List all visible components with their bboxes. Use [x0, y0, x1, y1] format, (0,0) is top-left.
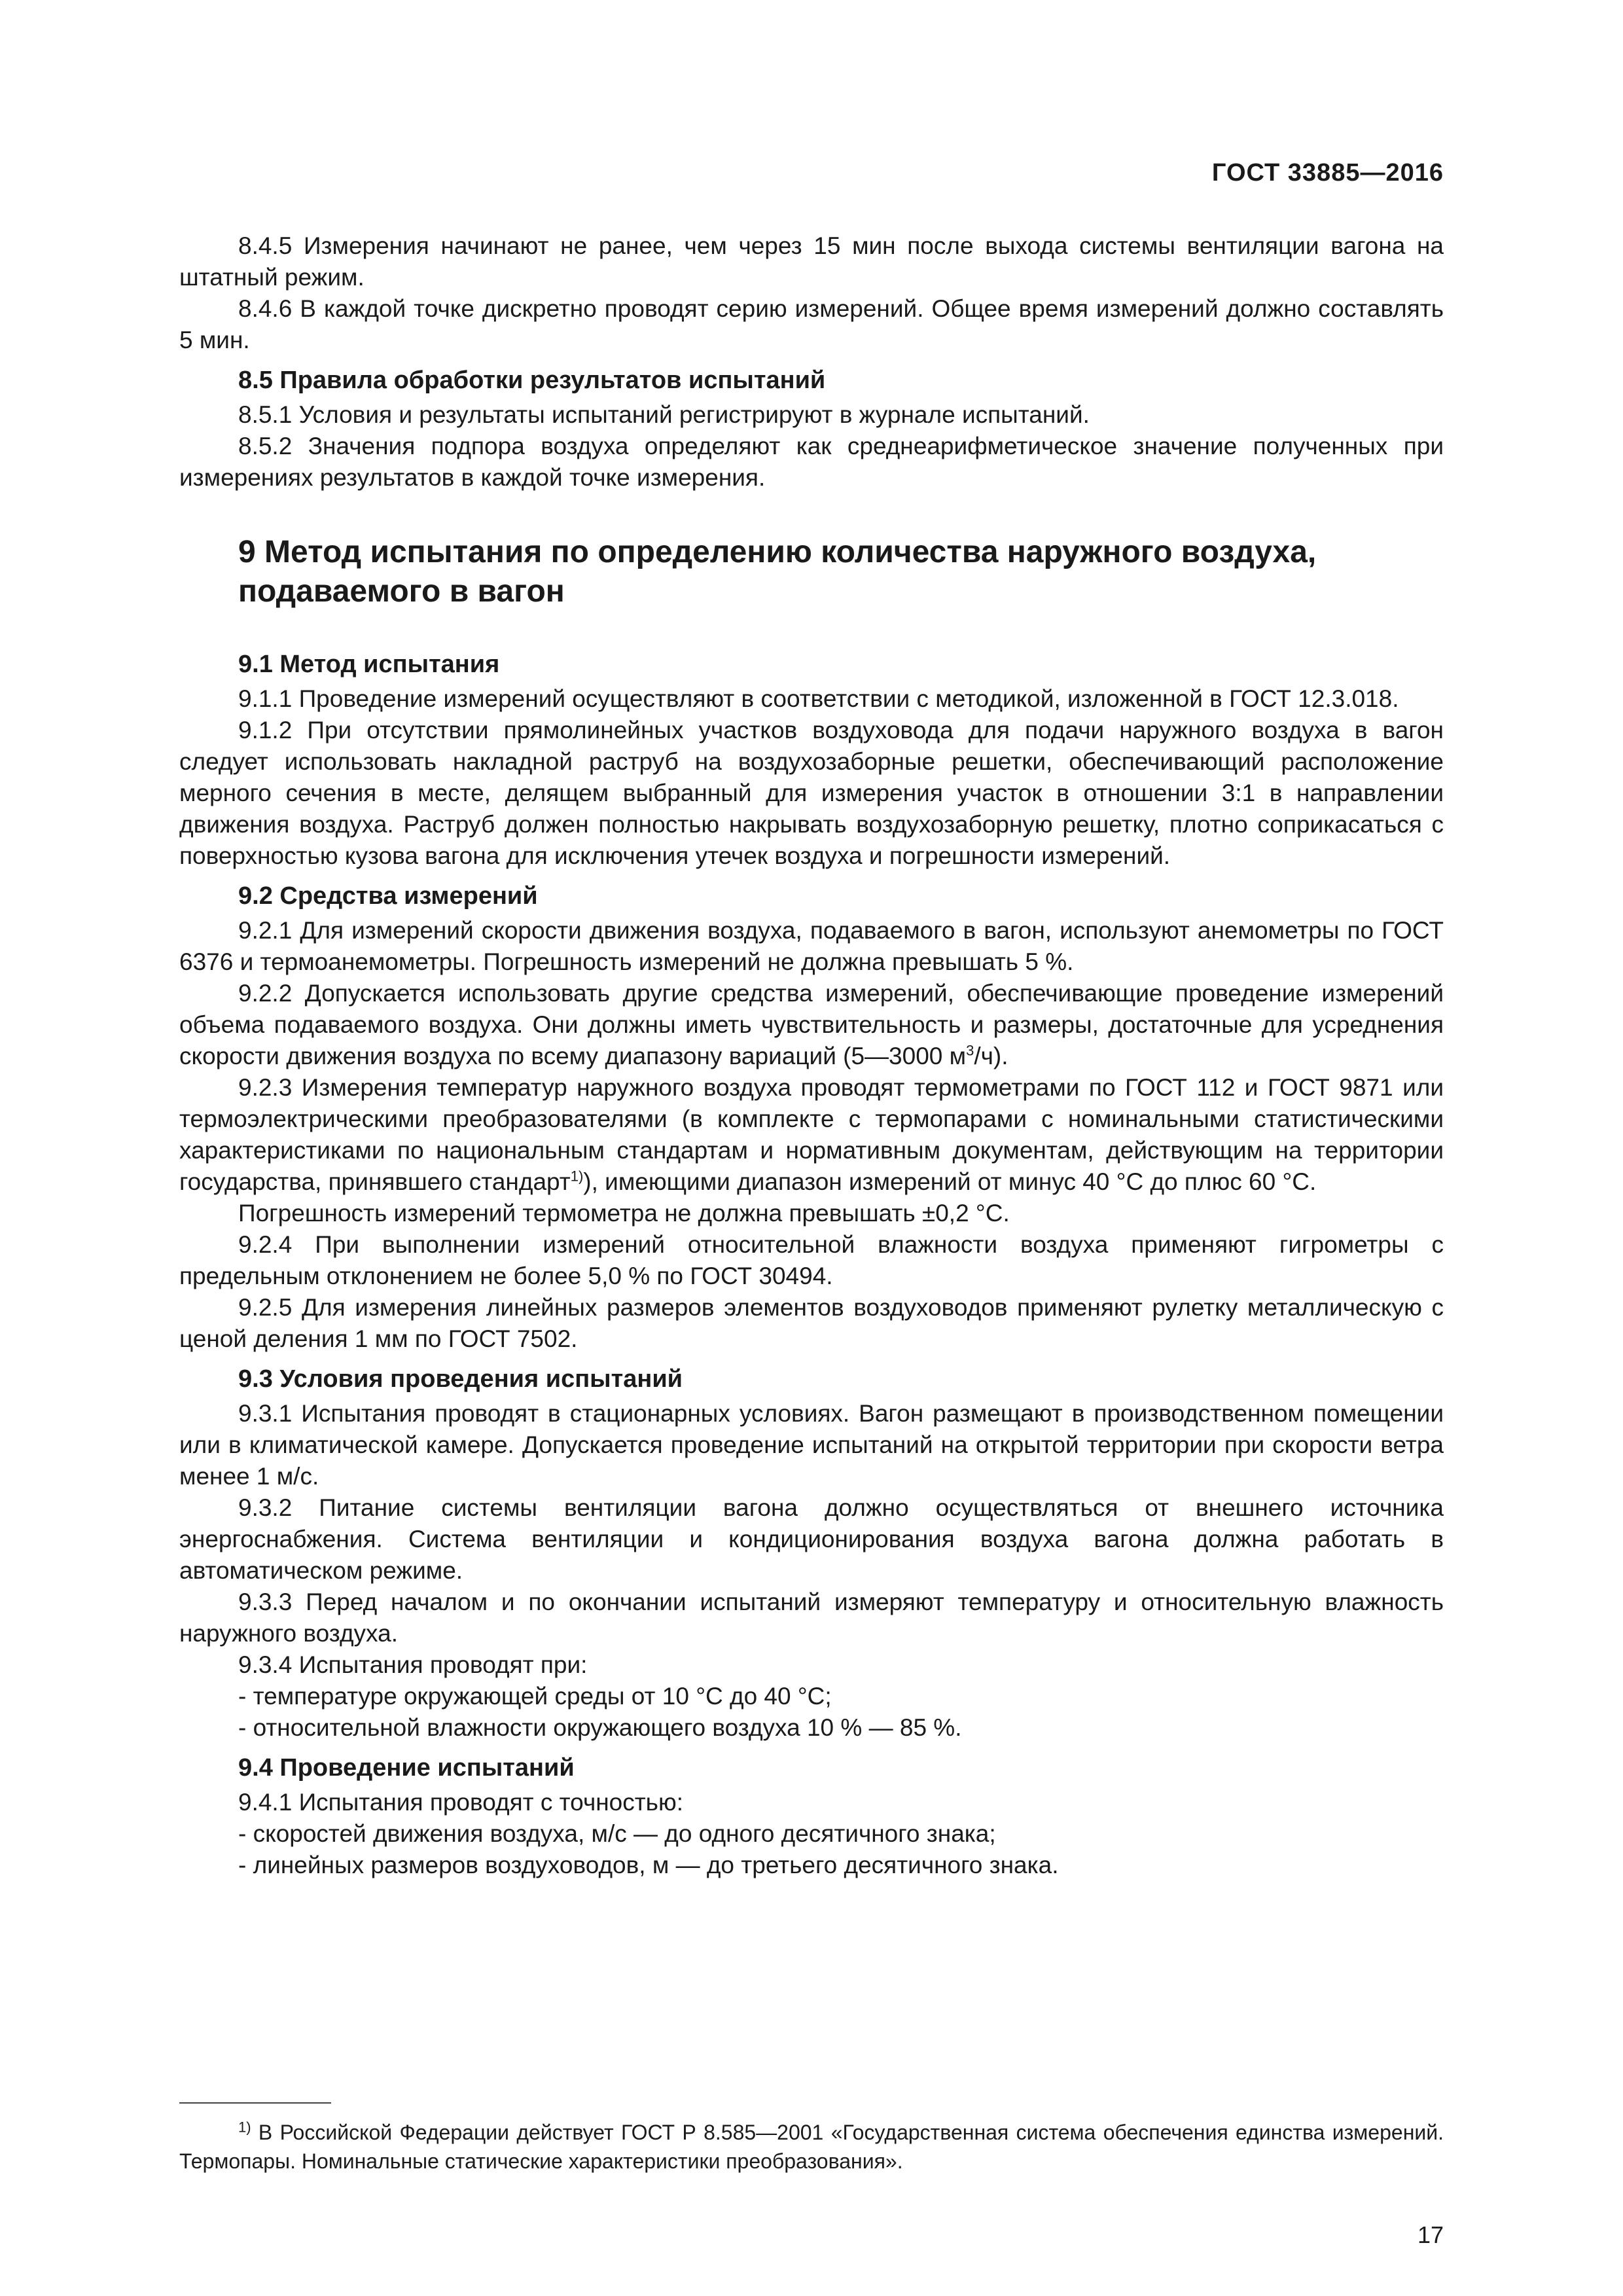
paragraph-9-2-3 — [179, 1072, 1444, 1198]
subsection-heading-9-3: 9.3 Условия проведения испытаний — [238, 1365, 683, 1393]
paragraph-9-3-3: 9.3.3 Перед началом и по окончании испытаний измеряют температуру и относительную влажность наружного воздуха. — [179, 1588, 1444, 1647]
paragraph-8-5-1: 8.5.1 Условия и результаты испытаний регистрируют в журнале испытаний. — [238, 401, 1090, 428]
paragraph-9-2-4: 9.2.4 При выполнении измерений относительной влажности воздуха применяют гигрометры с предельным отклонением не более 5,0 % по ГОСТ 30494. — [179, 1231, 1444, 1289]
paragraph-9-2-2-text: 9.2.2 Допускается использовать другие средства измерений, обеспечивающие проведение измерений объема подаваемого воздуха. Они должны иметь чувствительность и размеры, достаточные для усреднения скорости движения воздуха по всему диапазону вариаций (5—3000 м — [179, 980, 1444, 1069]
paragraph-8-4-6: 8.4.6 В каждой точке дискретно проводят серию измерений. Общее время измерений должно составлять 5 мин. — [179, 295, 1444, 353]
paragraph-9-2-3-accuracy: Погрешность измерений термометра не должна превышать ±0,2 °С. — [238, 1200, 1010, 1227]
footnote-reference: 1) — [570, 1168, 584, 1185]
footnote-separator — [179, 2102, 331, 2104]
paragraph-9-3-4: 9.3.4 Испытания проводят при: — [238, 1651, 588, 1678]
subsection-heading-8-5: 8.5 Правила обработки результатов испытаний — [238, 367, 826, 394]
document-body — [179, 230, 1444, 1881]
paragraph-9-1-2: 9.1.2 При отсутствии прямолинейных участков воздуховода для подачи наружного воздуха в вагон следует использовать накладной раструб на воздухозаборные решетки, обеспечивающий расположение мерного сечения в месте, делящем выбранный для измерения участок в отношении 3:1 в направлении движения воздуха. Раструб должен полностью накрывать воздухозаборную решетку, плотно соприкасаться с поверхностью кузова вагона для исключения утечек воздуха и погрешности измерений. — [179, 717, 1444, 869]
paragraph-9-4-1: 9.4.1 Испытания проводят с точностью: — [238, 1789, 683, 1816]
footnote-mark: 1) — [238, 2119, 251, 2136]
paragraph-9-2-3-text: 9.2.3 Измерения температур наружного воздуха проводят термометрами по ГОСТ 112 и ГОСТ 9871 или термоэлектрическими преобразователями (в комплекте с термопарами с номинальными статистическими характеристиками по национальным стандартам и нормативным документам, действующим на территории государства, принявшего стандарт — [179, 1074, 1444, 1195]
list-item: - скоростей движения воздуха, м/с — до одного десятичного знака; — [238, 1820, 996, 1847]
list-item: - температуре окружающей среды от 10 °С до 40 °С; — [238, 1683, 832, 1710]
subsection-heading-9-4: 9.4 Проведение испытаний — [238, 1754, 575, 1782]
paragraph-9-2-5: 9.2.5 Для измерения линейных размеров элементов воздуховодов применяют рулетку металлическую с ценой деления 1 мм по ГОСТ 7502. — [179, 1294, 1444, 1352]
paragraph-8-5-2: 8.5.2 Значения подпора воздуха определяют как среднеарифметическое значение полученных при измерениях результатов в каждой точке измерения. — [179, 433, 1444, 491]
paragraph-9-2-3-tail: ), имеющими диапазон измерений от минус 40 °С до плюс 60 °С. — [583, 1168, 1317, 1195]
list-item: - линейных размеров воздуховодов, м — до третьего десятичного знака. — [238, 1852, 1059, 1878]
subsection-heading-9-2: 9.2 Средства измерений — [238, 882, 538, 910]
paragraph-9-3-1: 9.3.1 Испытания проводят в стационарных условиях. Вагон размещают в производственном помещении или в климатической камере. Допускается проведение испытаний на открытой территории при скорости ветра менее 1 м/с. — [179, 1400, 1444, 1490]
paragraph-9-3-2: 9.3.2 Питание системы вентиляции вагона должно осуществляться от внешнего источника энергоснабжения. Система вентиляции и кондиционирования воздуха вагона должна работать в автоматическом режиме. — [179, 1494, 1444, 1584]
paragraph-9-2-1: 9.2.1 Для измерений скорости движения воздуха, подаваемого в вагон, используют анемометры по ГОСТ 6376 и термоанемометры. Погрешность измерений не должна превышать 5 %. — [179, 917, 1444, 975]
list-item: - относительной влажности окружающего воздуха 10 % — 85 %. — [238, 1714, 962, 1741]
document-code-header: ГОСТ 33885—2016 — [1211, 159, 1444, 187]
subsection-heading-9-1: 9.1 Метод испытания — [238, 651, 500, 678]
cubic-superscript: 3 — [966, 1042, 974, 1059]
footnote-body: В Российской Федерации действует ГОСТ Р 8.585—2001 «Государственная система обеспечения единства измерений. Термопары. Номинальные статические характеристики преобразования». — [179, 2121, 1444, 2173]
paragraph-9-1-1: 9.1.1 Проведение измерений осуществляют в соответствии с методикой, изложенной в ГОСТ 12.3.018. — [238, 685, 1399, 712]
footnote-text — [179, 2118, 1444, 2176]
page-number: 17 — [1417, 2221, 1444, 2248]
paragraph-9-2-2-tail: /ч). — [974, 1043, 1008, 1069]
footnote — [179, 2118, 1444, 2176]
section-heading-9: 9 Метод испытания по определению количества наружного воздуха, подаваемого в вагон — [238, 535, 1317, 609]
paragraph-8-4-5: 8.4.5 Измерения начинают не ранее, чем через 15 мин после выхода системы вентиляции вагона на штатный режим. — [179, 232, 1444, 291]
paragraph-9-2-2 — [179, 978, 1444, 1072]
